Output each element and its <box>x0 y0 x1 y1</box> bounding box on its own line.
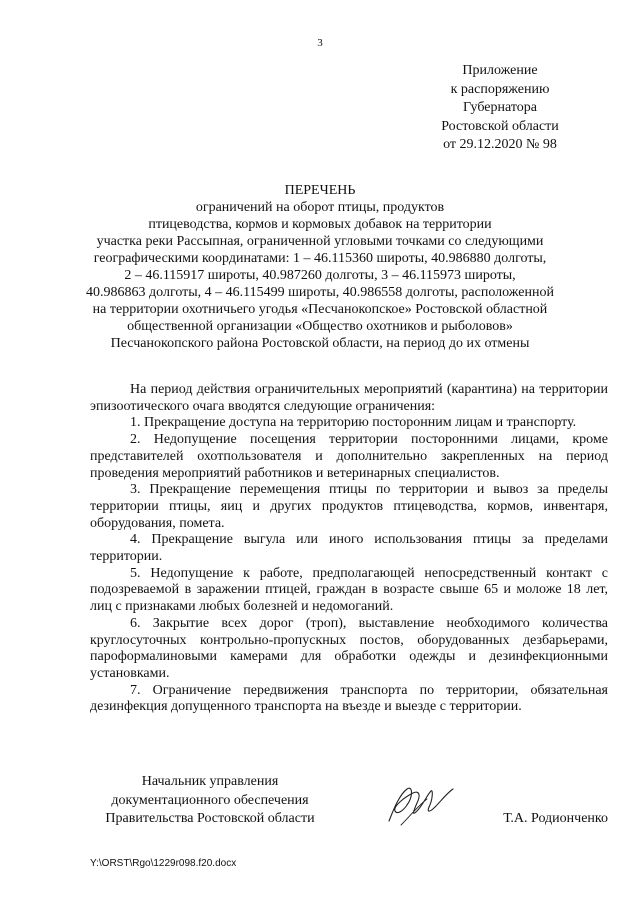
signer-position-line: Начальник управления <box>141 774 279 789</box>
restriction-item-5: 5. Недопущение к работе, предполагающей непосредственный контакт с подозреваемой в заражении птицей, граждан в возрасте свыше 65 и моложе 18 лет, лиц с признаками любых болезней и недомоганий. <box>90 565 608 615</box>
signer-position <box>90 773 330 829</box>
signer-position-line: Правительства Ростовской области <box>105 811 315 826</box>
restriction-item-7: 7. Ограничение передвижения транспорта по территории, обязательная дезинфекция допущенного транспорта на въезде и выезде с территории. <box>90 682 608 715</box>
appendix-line: от 29.12.2020 № 98 <box>443 137 557 153</box>
restriction-item-6: 6. Закрытие всех дорог (троп), выставление необходимого количества круглосуточных контрольно-пропускных постов, оборудованных дезбарьерами, пароформалиновыми камерами для обработки одежды и дезинфекционными установками. <box>90 615 608 681</box>
signer-position-line: документационного обеспечения <box>111 792 309 808</box>
title-line: участка реки Рассыпная, ограниченной угловыми точками со следующими <box>96 234 544 249</box>
appendix-line: Ростовской области <box>441 118 559 134</box>
title-line: птицеводства, кормов и кормовых добавок на территории <box>148 217 492 232</box>
restriction-item-1: 1. Прекращение доступа на территорию посторонним лицам и транспорту. <box>130 415 577 431</box>
title-line: 2 – 46.115917 широты, 40.987260 долготы, 3 – 46.115973 широты, <box>124 268 516 283</box>
appendix-line: Губернатора <box>462 100 538 116</box>
restriction-item-3: 3. Прекращение перемещения птицы по территории и вывоз за пределы территории птицы, яиц и других продуктов птицеводства, кормов, инвентаря, оборудования, помета. <box>90 482 608 531</box>
title-heading: ПЕРЕЧЕНЬ <box>284 183 356 198</box>
title-line: на территории охотничьего угодья «Песчанокопское» Ростовской областной <box>92 302 548 317</box>
appendix-block <box>420 62 580 155</box>
signer-name: Т.А. Родионченко <box>503 811 608 826</box>
document-title <box>0 182 640 352</box>
handwritten-signature <box>383 781 458 831</box>
page-number: 3 <box>317 37 323 49</box>
document-body <box>90 382 608 716</box>
title-line: общественной организации «Общество охотников и рыболовов» <box>127 319 513 334</box>
restriction-item-2: 2. Недопущение посещения территории посторонними лицами, кроме представителей охотпользователя и дополнительно закрепленных на период проведения мероприятий работников и ветеринарных специалистов. <box>90 432 608 481</box>
appendix-line: к распоряжению <box>450 81 550 97</box>
file-path-footer: Y:\ORST\Rgo\1229r098.f20.docx <box>90 858 237 869</box>
intro-paragraph: На период действия ограничительных мероприятий (карантина) на территории эпизоотического очага вводятся следующие ограничения: <box>90 382 608 414</box>
title-line: 40.986863 долготы, 4 – 46.115499 широты, 40.986558 долготы, расположенной <box>86 285 554 300</box>
appendix-line: Приложение <box>462 63 538 78</box>
title-line: Песчанокопского района Ростовской области, на период до их отмены <box>110 336 530 351</box>
title-line: ограничений на оборот птицы, продуктов <box>195 200 445 215</box>
restriction-item-4: 4. Прекращение выгула или иного использования птицы за пределами территории. <box>90 532 608 565</box>
title-line: географическими координатами: 1 – 46.115360 широты, 40.986880 долготы, <box>93 251 547 266</box>
